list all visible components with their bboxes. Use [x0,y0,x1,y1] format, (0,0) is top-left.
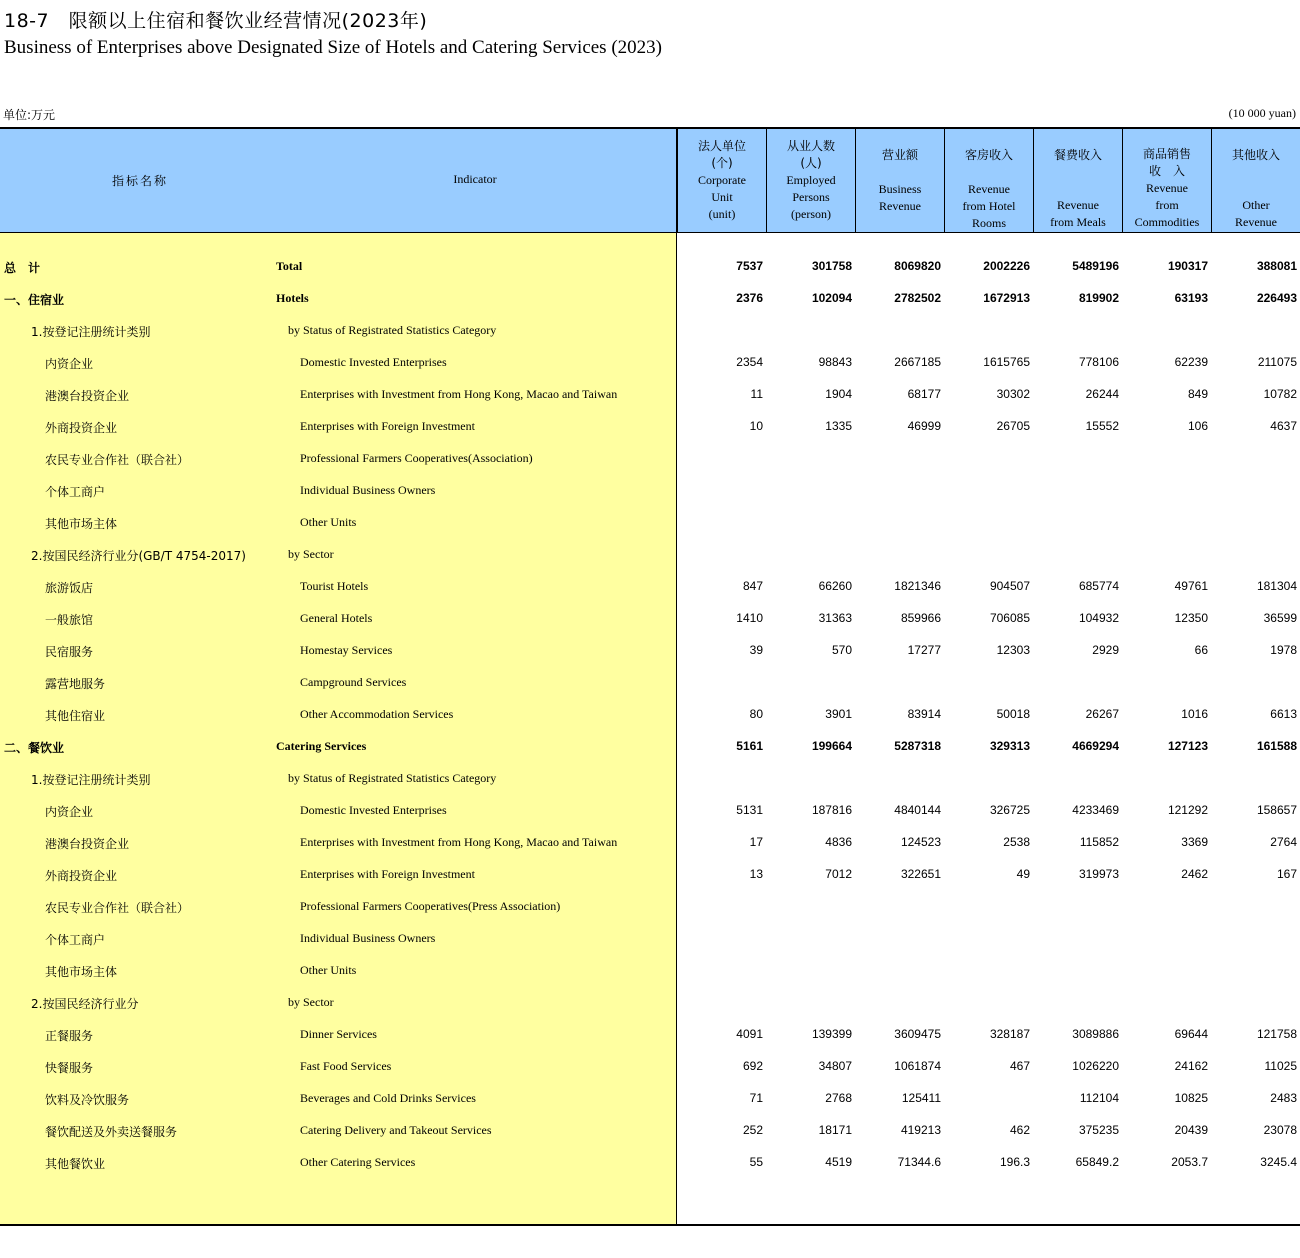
row-label-cn: 1.按登记注册统计类别 [31,325,151,339]
row-label-en: Catering Services [276,739,367,753]
row-value-col-7: 6613 [1270,707,1297,721]
row-value-col-7: 23078 [1263,1123,1297,1137]
row-value-col-1: 2376 [736,291,763,305]
row-label-en: Individual Business Owners [300,483,436,497]
row-label-en: Fast Food Services [300,1059,392,1073]
row-value-col-7: 4637 [1270,419,1297,433]
row-value-col-7: 158657 [1256,803,1297,817]
table-row [0,666,1300,698]
table-header [0,129,1300,233]
row-label-cn: 旅游饭店 [45,581,94,595]
header-column-en: Employed Persons (person) [786,173,836,221]
row-value-col-2: 7012 [825,867,852,881]
header-column-2 [766,129,855,233]
row-label-en: Other Units [300,515,357,529]
row-value-col-1: 17 [749,835,763,849]
row-value-col-7: 10782 [1263,387,1297,401]
header-column-en: Revenue from Meals [1050,198,1106,229]
row-value-col-7: 211075 [1257,355,1297,369]
row-value-col-5: 26244 [1085,387,1119,401]
row-value-col-5: 26267 [1085,707,1119,721]
row-value-col-5: 1026220 [1072,1059,1119,1073]
row-value-col-1: 2354 [736,355,763,369]
row-label-en: Beverages and Cold Drinks Services [300,1091,476,1105]
row-value-col-4: 328187 [989,1027,1030,1041]
row-label-cn: 外商投资企业 [45,421,118,435]
table-body [0,250,1300,1178]
row-label-en: Domestic Invested Enterprises [300,803,447,817]
row-value-col-7: 2483 [1270,1091,1297,1105]
row-value-col-4: 26705 [996,419,1030,433]
row-value-col-6: 2462 [1181,867,1208,881]
row-value-col-7: 36599 [1263,611,1297,625]
row-value-col-5: 2929 [1092,643,1119,657]
row-label-en: Professional Farmers Cooperatives(Press Association) [300,899,561,913]
row-value-col-3: 2667185 [894,355,941,369]
row-value-col-3: 1061874 [894,1059,941,1073]
table-row [0,1050,1300,1082]
row-label-en: Total [276,259,303,273]
table-row [0,1018,1300,1050]
row-label-cn: 饮料及冷饮服务 [45,1093,130,1107]
row-value-col-6: 49761 [1174,579,1208,593]
row-value-col-5: 4233469 [1072,803,1119,817]
row-value-col-2: 2768 [825,1091,852,1105]
row-value-col-4: 1615765 [983,355,1030,369]
row-label-en: Enterprises with Foreign Investment [300,867,475,881]
row-value-col-4: 30302 [996,387,1030,401]
table-bottom-rule [0,1224,1300,1226]
header-column-6 [1122,129,1211,233]
row-value-col-2: 301758 [811,259,852,273]
row-value-col-4: 462 [1009,1123,1030,1137]
row-value-col-7: 1978 [1270,643,1297,657]
row-label-cn: 其他市场主体 [45,517,118,531]
row-label-cn: 农民专业合作社（联合社） [45,901,190,915]
header-column-7 [1211,129,1300,233]
row-value-col-5: 112104 [1079,1091,1119,1105]
header-column-en: Business Revenue [878,182,922,213]
row-value-col-3: 859966 [900,611,941,625]
table-row [0,826,1300,858]
row-label-en: Other Catering Services [300,1155,416,1169]
row-value-col-2: 1335 [825,419,852,433]
table-row [0,570,1300,602]
table-row [0,762,1300,794]
header-indicator-cn: 指标名称 [111,174,168,188]
table-row [0,506,1300,538]
row-label-cn: 快餐服务 [45,1061,94,1075]
row-label-en: Hotels [276,291,309,305]
row-value-col-6: 849 [1187,387,1208,401]
row-value-col-7: 167 [1276,867,1297,881]
row-value-col-3: 125411 [901,1091,941,1105]
row-label-en: Individual Business Owners [300,931,436,945]
table-row [0,346,1300,378]
row-value-col-1: 55 [749,1155,763,1169]
table-row [0,250,1300,282]
table-row [0,794,1300,826]
row-value-col-6: 62239 [1174,355,1208,369]
row-label-cn: 一般旅馆 [45,613,94,627]
row-value-col-4: 12303 [996,643,1030,657]
row-value-col-4: 706085 [989,611,1030,625]
row-label-cn: 个体工商户 [45,933,106,947]
table-title-cn: 18-7 限额以上住宿和餐饮业经营情况(2023年) [4,10,428,32]
row-value-col-5: 65849.2 [1075,1155,1119,1169]
row-value-col-4: 49 [1016,867,1030,881]
row-value-col-5: 4669294 [1072,739,1119,753]
row-value-col-4: 326725 [989,803,1030,817]
header-column-cn: 营业额 [881,148,918,162]
row-value-col-5: 115852 [1079,835,1119,849]
row-value-col-2: 570 [831,643,852,657]
row-value-col-3: 322651 [900,867,941,881]
row-label-cn: 二、餐饮业 [4,741,65,755]
header-indicator-en: Indicator [453,172,497,186]
row-value-col-5: 3089886 [1072,1027,1119,1041]
row-label-cn: 港澳台投资企业 [45,837,130,851]
row-label-cn: 农民专业合作社（联合社） [45,453,190,467]
row-label-cn: 餐饮配送及外卖送餐服务 [45,1125,178,1139]
table-row [0,1146,1300,1178]
table-row [0,922,1300,954]
row-value-col-2: 98843 [818,355,852,369]
statistics-table [0,127,1300,1226]
row-label-en: Homestay Services [300,643,393,657]
row-value-col-2: 34807 [818,1059,852,1073]
row-value-col-5: 15552 [1085,419,1119,433]
row-value-col-3: 1821346 [894,579,941,593]
row-value-col-1: 5131 [736,803,763,817]
row-value-col-5: 819902 [1078,291,1119,305]
table-row [0,378,1300,410]
row-value-col-7: 11025 [1264,1059,1297,1073]
header-column-cn: 法人单位 (个) [697,139,746,170]
row-value-col-2: 1904 [825,387,852,401]
table-row [0,1082,1300,1114]
table-row [0,986,1300,1018]
row-value-col-4: 196.3 [999,1155,1030,1169]
header-column-en: Other Revenue [1235,198,1277,229]
row-value-col-6: 12350 [1174,611,1208,625]
unit-label-cn: 单位:万元 [3,108,56,122]
table-row [0,858,1300,890]
row-value-col-1: 1410 [736,611,763,625]
row-value-col-1: 10 [749,419,763,433]
row-value-col-1: 252 [742,1123,763,1137]
row-value-col-7: 161588 [1256,739,1297,753]
row-value-col-5: 104932 [1078,611,1119,625]
row-value-col-4: 2002226 [983,259,1030,273]
header-column-cn: 其他收入 [1231,148,1280,162]
row-value-col-2: 66260 [818,579,852,593]
row-label-en: Tourist Hotels [300,579,369,593]
row-label-cn: 个体工商户 [45,485,106,499]
row-label-en: by Sector [288,547,334,561]
row-value-col-3: 4840144 [894,803,941,817]
row-label-en: by Sector [288,995,334,1009]
row-value-col-5: 375235 [1078,1123,1119,1137]
row-label-en: Domestic Invested Enterprises [300,355,447,369]
row-value-col-2: 3901 [825,707,852,721]
row-label-cn: 其他市场主体 [45,965,118,979]
row-value-col-6: 127123 [1167,739,1208,753]
table-row [0,1114,1300,1146]
row-value-col-6: 20439 [1174,1123,1208,1137]
header-column-5 [1033,129,1122,233]
table-row [0,730,1300,762]
row-value-col-2: 187816 [811,803,852,817]
row-value-col-6: 10825 [1174,1091,1208,1105]
row-value-col-7: 2764 [1270,835,1297,849]
row-value-col-6: 69644 [1174,1027,1208,1041]
row-value-col-3: 2782502 [894,291,941,305]
row-label-en: Enterprises with Investment from Hong Kong, Macao and Taiwan [300,835,618,849]
row-value-col-5: 778106 [1078,355,1119,369]
header-column-en: Revenue from Commodities [1134,181,1200,229]
row-value-col-3: 46999 [907,419,941,433]
row-label-cn: 2.按国民经济行业分 [31,997,139,1011]
row-value-col-1: 39 [749,643,763,657]
table-row [0,282,1300,314]
row-value-col-6: 1016 [1181,707,1208,721]
header-column-cn: 客房收入 [964,148,1013,162]
row-label-cn: 露营地服务 [45,677,106,691]
row-label-cn: 其他餐饮业 [45,1157,106,1171]
row-label-en: Professional Farmers Cooperatives(Association) [300,451,533,465]
row-value-col-4: 2538 [1003,835,1030,849]
row-value-col-2: 102094 [811,291,852,305]
row-label-cn: 其他住宿业 [45,709,106,723]
row-value-col-7: 388081 [1256,259,1297,273]
header-column-cn: 从业人数 (人) [786,139,835,170]
row-label-en: Enterprises with Foreign Investment [300,419,475,433]
row-label-cn: 1.按登记注册统计类别 [31,773,151,787]
row-value-col-1: 692 [742,1059,763,1073]
row-value-col-2: 18171 [818,1123,852,1137]
row-value-col-1: 5161 [736,739,763,753]
row-label-cn: 外商投资企业 [45,869,118,883]
row-value-col-3: 83914 [907,707,941,721]
row-value-col-2: 4836 [825,835,852,849]
row-label-cn: 正餐服务 [45,1029,94,1043]
table-row [0,538,1300,570]
table-row [0,602,1300,634]
row-label-cn: 内资企业 [45,805,94,819]
row-value-col-5: 5489196 [1072,259,1119,273]
row-label-cn: 港澳台投资企业 [45,389,130,403]
row-value-col-6: 66 [1194,643,1208,657]
row-value-col-5: 319973 [1078,867,1119,881]
row-value-col-2: 4519 [825,1155,852,1169]
table-row [0,698,1300,730]
row-value-col-7: 121758 [1256,1027,1297,1041]
row-label-en: Other Units [300,963,357,977]
row-value-col-4: 904507 [989,579,1030,593]
row-value-col-1: 13 [749,867,763,881]
header-column-3 [855,129,944,233]
row-value-col-3: 8069820 [894,259,941,273]
row-value-col-1: 847 [742,579,763,593]
table-row [0,410,1300,442]
row-value-col-1: 80 [749,707,763,721]
row-label-cn: 总 计 [4,261,41,275]
row-value-col-1: 71 [749,1091,763,1105]
row-label-cn: 一、住宿业 [4,293,65,307]
row-value-col-7: 181304 [1256,579,1297,593]
row-value-col-4: 1672913 [983,291,1030,305]
row-label-en: by Status of Registrated Statistics Category [288,323,497,337]
row-value-col-6: 24162 [1174,1059,1208,1073]
row-value-col-4: 329313 [989,739,1030,753]
row-value-col-1: 4091 [736,1027,763,1041]
header-column-en: Revenue from Hotel Rooms [962,182,1016,230]
row-value-col-4: 50018 [996,707,1030,721]
row-label-en: Other Accommodation Services [300,707,454,721]
row-value-col-6: 106 [1187,419,1208,433]
header-column-cn: 餐费收入 [1053,148,1102,162]
table-row [0,474,1300,506]
row-value-col-2: 31363 [818,611,852,625]
row-value-col-3: 5287318 [894,739,941,753]
row-value-col-5: 685774 [1078,579,1119,593]
row-value-col-6: 63193 [1174,291,1208,305]
table-title-en: Business of Enterprises above Designated Size of Hotels and Catering Services (2023) [4,37,662,58]
row-value-col-2: 139399 [811,1027,852,1041]
row-value-col-1: 7537 [736,259,763,273]
row-label-en: by Status of Registrated Statistics Category [288,771,497,785]
table-row [0,634,1300,666]
row-value-col-3: 71344.6 [897,1155,941,1169]
row-label-en: Enterprises with Investment from Hong Kong, Macao and Taiwan [300,387,618,401]
table-row [0,954,1300,986]
row-value-col-3: 124523 [900,835,941,849]
row-value-col-2: 199664 [811,739,852,753]
row-value-col-3: 3609475 [894,1027,941,1041]
row-value-col-3: 68177 [907,387,941,401]
row-label-cn: 民宿服务 [45,645,94,659]
header-column-1 [677,129,766,233]
row-value-col-6: 3369 [1181,835,1208,849]
row-label-en: Dinner Services [300,1027,377,1041]
row-value-col-3: 419213 [900,1123,941,1137]
row-value-col-6: 190317 [1167,259,1208,273]
table-row [0,890,1300,922]
row-value-col-6: 121292 [1167,803,1208,817]
row-value-col-4: 467 [1009,1059,1030,1073]
row-value-col-6: 2053.7 [1171,1155,1208,1169]
row-label-en: Catering Delivery and Takeout Services [300,1123,492,1137]
row-value-col-7: 226493 [1256,291,1297,305]
row-label-cn: 2.按国民经济行业分(GB/T 4754-2017) [31,549,246,563]
unit-label-en: (10 000 yuan) [1228,106,1296,120]
row-value-col-3: 17277 [907,643,941,657]
row-value-col-7: 3245.4 [1260,1155,1297,1169]
header-column-cn: 商品销售 收 入 [1142,147,1191,178]
row-label-cn: 内资企业 [45,357,94,371]
header-column-en: Corporate Unit (unit) [698,173,746,221]
row-value-col-1: 11 [750,387,763,401]
row-label-en: General Hotels [300,611,373,625]
header-column-4 [944,129,1033,233]
table-row [0,314,1300,346]
table-row [0,442,1300,474]
row-label-en: Campground Services [300,675,407,689]
